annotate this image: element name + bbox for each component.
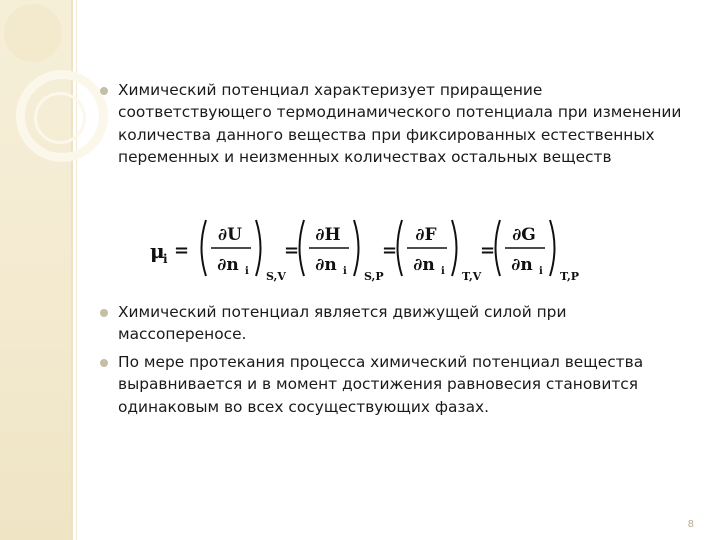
derivative-numerator: ∂H [315, 225, 341, 245]
bullet-dot [100, 359, 108, 367]
paren-left [496, 220, 501, 276]
paren-left [398, 220, 403, 276]
paren-left [202, 220, 207, 276]
decorative-circle [4, 4, 62, 62]
derivative-denominator: ∂n [511, 255, 533, 275]
chemical-potential-formula [150, 212, 590, 284]
paren-left [300, 220, 305, 276]
derivative-denominator: ∂n [217, 255, 239, 275]
formula-mu-sub: i [163, 252, 168, 266]
decorative-ring-inner [34, 92, 86, 144]
bullet-text: Химический потенциал характеризует приращение соответствующего термодинамического потенциала при изменении количества данного вещества при фиксированных естественных переменных и неизменных количествах остальных веществ [118, 81, 682, 167]
derivative-numerator: ∂U [218, 225, 242, 245]
derivative-numerator: ∂G [512, 225, 536, 245]
denominator-subscript: i [343, 266, 347, 277]
denominator-subscript: i [245, 266, 249, 277]
denominator-subscript: i [441, 266, 445, 277]
formula-mu: μ [150, 239, 165, 263]
derivative-denominator: ∂n [315, 255, 337, 275]
bullet-text: По мере протекания процесса химический потенциал вещества выравнивается и в момент достижения равновесия становится одинаковым во всех сосуществующих фазах. [118, 352, 644, 416]
formula-equals: = [284, 240, 300, 261]
bullet-dot [100, 87, 108, 95]
paren-right [550, 220, 555, 276]
bullet-item [100, 301, 690, 346]
bullet-list-top [100, 79, 690, 174]
page-number: 8 [687, 519, 694, 530]
derivative-numerator: ∂F [415, 225, 437, 245]
held-constant-subscript: T,P [560, 270, 580, 283]
bullet-list-bottom [100, 301, 690, 423]
paren-right [256, 220, 261, 276]
held-constant-subscript: T,V [462, 270, 482, 283]
held-constant-subscript: S,P [364, 270, 384, 283]
formula-equals: = [382, 240, 398, 261]
bullet-item [100, 351, 690, 418]
bullet-item [100, 79, 690, 169]
formula-equals: = [174, 240, 190, 261]
formula-equals: = [480, 240, 496, 261]
held-constant-subscript: S,V [266, 270, 286, 283]
paren-right [452, 220, 457, 276]
denominator-subscript: i [539, 266, 543, 277]
bullet-dot [100, 309, 108, 317]
derivative-denominator: ∂n [413, 255, 435, 275]
paren-right [354, 220, 359, 276]
bullet-text: Химический потенциал является движущей силой при массопереносе. [118, 303, 567, 344]
formula-svg [150, 212, 590, 284]
